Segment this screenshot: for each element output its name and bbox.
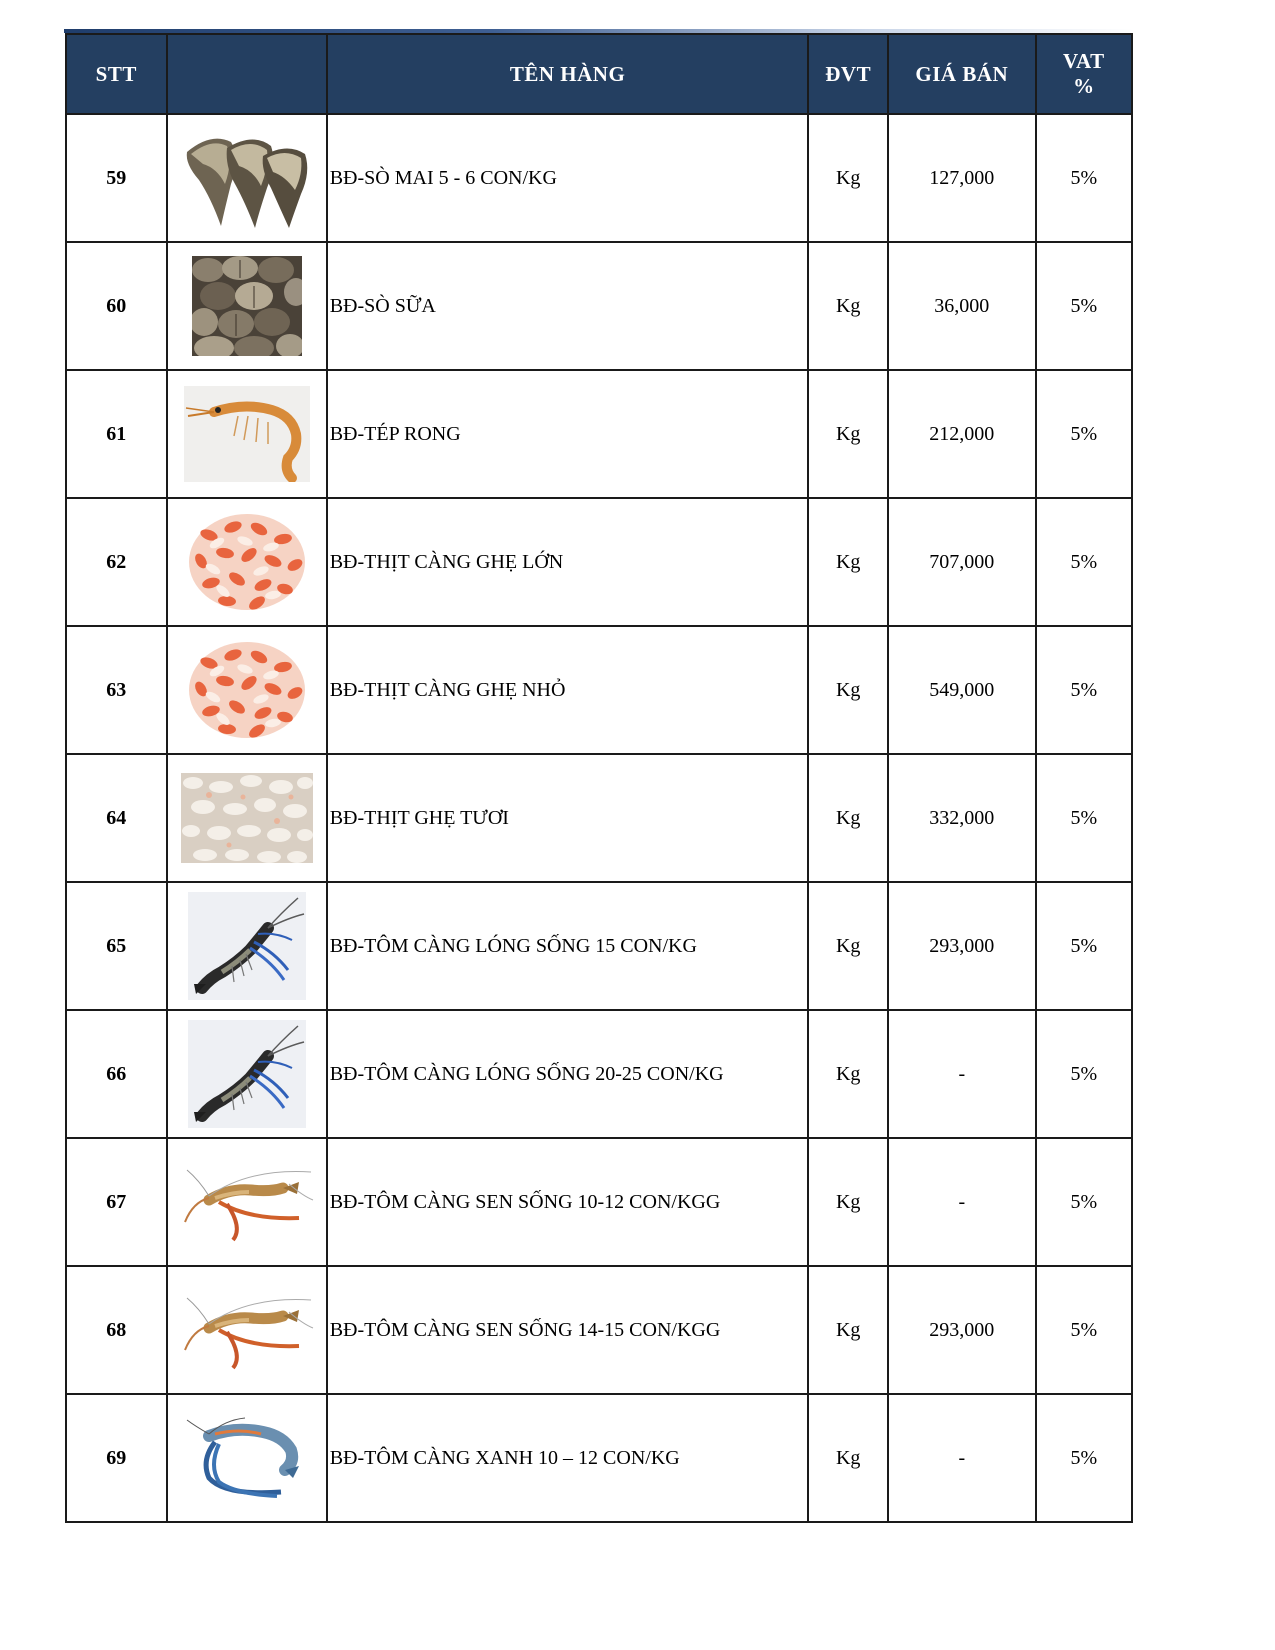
- row-product-name: BĐ-TÉP RONG: [327, 370, 809, 498]
- row-product-name: BĐ-SÒ MAI 5 - 6 CON/KG: [327, 114, 809, 242]
- row-price: 549,000: [888, 626, 1036, 754]
- row-stt: 60: [66, 242, 167, 370]
- row-stt: 68: [66, 1266, 167, 1394]
- table-row: [66, 882, 1132, 1010]
- header-vat-line2: %: [1073, 74, 1095, 98]
- row-image-cell: [167, 1010, 327, 1138]
- freshwater-prawn-icon: [168, 1011, 326, 1137]
- shrimp-icon: [168, 371, 326, 497]
- row-product-name: BĐ-THỊT CÀNG GHẸ NHỎ: [327, 626, 809, 754]
- row-stt: 63: [66, 626, 167, 754]
- table-row: [66, 626, 1132, 754]
- row-vat: 5%: [1036, 626, 1132, 754]
- row-stt: 61: [66, 370, 167, 498]
- row-vat: 5%: [1036, 1394, 1132, 1522]
- row-product-name: BĐ-TÔM CÀNG LÓNG SỐNG 15 CON/KG: [327, 882, 809, 1010]
- row-unit: Kg: [808, 626, 888, 754]
- row-stt: 65: [66, 882, 167, 1010]
- row-image-cell: [167, 882, 327, 1010]
- row-image-cell: [167, 754, 327, 882]
- row-unit: Kg: [808, 882, 888, 1010]
- row-price: 36,000: [888, 242, 1036, 370]
- row-vat: 5%: [1036, 114, 1132, 242]
- row-vat: 5%: [1036, 1138, 1132, 1266]
- row-stt: 67: [66, 1138, 167, 1266]
- header-image: [167, 34, 327, 114]
- row-price: -: [888, 1138, 1036, 1266]
- table-row: [66, 754, 1132, 882]
- orange-claw-prawn-icon: [168, 1267, 326, 1393]
- table-row: [66, 1138, 1132, 1266]
- row-unit: Kg: [808, 370, 888, 498]
- row-image-cell: [167, 1394, 327, 1522]
- row-stt: 66: [66, 1010, 167, 1138]
- row-price: 293,000: [888, 1266, 1036, 1394]
- row-vat: 5%: [1036, 242, 1132, 370]
- row-price: 707,000: [888, 498, 1036, 626]
- row-vat: 5%: [1036, 1010, 1132, 1138]
- row-stt: 62: [66, 498, 167, 626]
- header-vat: [1036, 34, 1132, 114]
- row-product-name: BĐ-TÔM CÀNG SEN SỐNG 10-12 CON/KGG: [327, 1138, 809, 1266]
- table-row: [66, 498, 1132, 626]
- row-unit: Kg: [808, 754, 888, 882]
- row-price: 332,000: [888, 754, 1036, 882]
- crab-claw-meat-icon: [168, 499, 326, 625]
- row-image-cell: [167, 498, 327, 626]
- row-image-cell: [167, 370, 327, 498]
- row-unit: Kg: [808, 114, 888, 242]
- blue-claw-prawn-icon: [168, 1395, 326, 1521]
- cockles-icon: [168, 243, 326, 369]
- crab-claw-meat-icon: [168, 627, 326, 753]
- row-product-name: BĐ-TÔM CÀNG SEN SỐNG 14-15 CON/KGG: [327, 1266, 809, 1394]
- row-unit: Kg: [808, 498, 888, 626]
- header-gia-ban: GIÁ BÁN: [888, 34, 1036, 114]
- row-price: 212,000: [888, 370, 1036, 498]
- freshwater-prawn-icon: [168, 883, 326, 1009]
- price-table: [65, 33, 1133, 1523]
- row-unit: Kg: [808, 1266, 888, 1394]
- row-vat: 5%: [1036, 754, 1132, 882]
- row-vat: 5%: [1036, 370, 1132, 498]
- header-dvt: ĐVT: [808, 34, 888, 114]
- header-ten-hang: TÊN HÀNG: [327, 34, 809, 114]
- row-product-name: BĐ-TÔM CÀNG LÓNG SỐNG 20-25 CON/KG: [327, 1010, 809, 1138]
- row-image-cell: [167, 1138, 327, 1266]
- orange-claw-prawn-icon: [168, 1139, 326, 1265]
- row-image-cell: [167, 114, 327, 242]
- row-unit: Kg: [808, 1394, 888, 1522]
- row-product-name: BĐ-TÔM CÀNG XANH 10 – 12 CON/KG: [327, 1394, 809, 1522]
- row-vat: 5%: [1036, 1266, 1132, 1394]
- row-vat: 5%: [1036, 882, 1132, 1010]
- row-product-name: BĐ-SÒ SỮA: [327, 242, 809, 370]
- row-unit: Kg: [808, 1010, 888, 1138]
- row-price: 293,000: [888, 882, 1036, 1010]
- row-stt: 59: [66, 114, 167, 242]
- table-row: [66, 114, 1132, 242]
- row-unit: Kg: [808, 242, 888, 370]
- row-unit: Kg: [808, 1138, 888, 1266]
- table-row: [66, 242, 1132, 370]
- row-product-name: BĐ-THỊT GHẸ TƯƠI: [327, 754, 809, 882]
- row-price: -: [888, 1394, 1036, 1522]
- table-row: [66, 1010, 1132, 1138]
- table-row: [66, 1394, 1132, 1522]
- row-product-name: BĐ-THỊT CÀNG GHẸ LỚN: [327, 498, 809, 626]
- row-image-cell: [167, 626, 327, 754]
- row-stt: 64: [66, 754, 167, 882]
- table-row: [66, 1266, 1132, 1394]
- header-vat-line1: VAT: [1063, 49, 1105, 73]
- row-image-cell: [167, 1266, 327, 1394]
- row-image-cell: [167, 242, 327, 370]
- row-stt: 69: [66, 1394, 167, 1522]
- clam-shell-icon: [168, 115, 326, 241]
- row-price: -: [888, 1010, 1036, 1138]
- row-vat: 5%: [1036, 498, 1132, 626]
- table-header-row: [66, 34, 1132, 114]
- row-price: 127,000: [888, 114, 1036, 242]
- table-row: [66, 370, 1132, 498]
- header-stt: STT: [66, 34, 167, 114]
- crab-meat-icon: [168, 755, 326, 881]
